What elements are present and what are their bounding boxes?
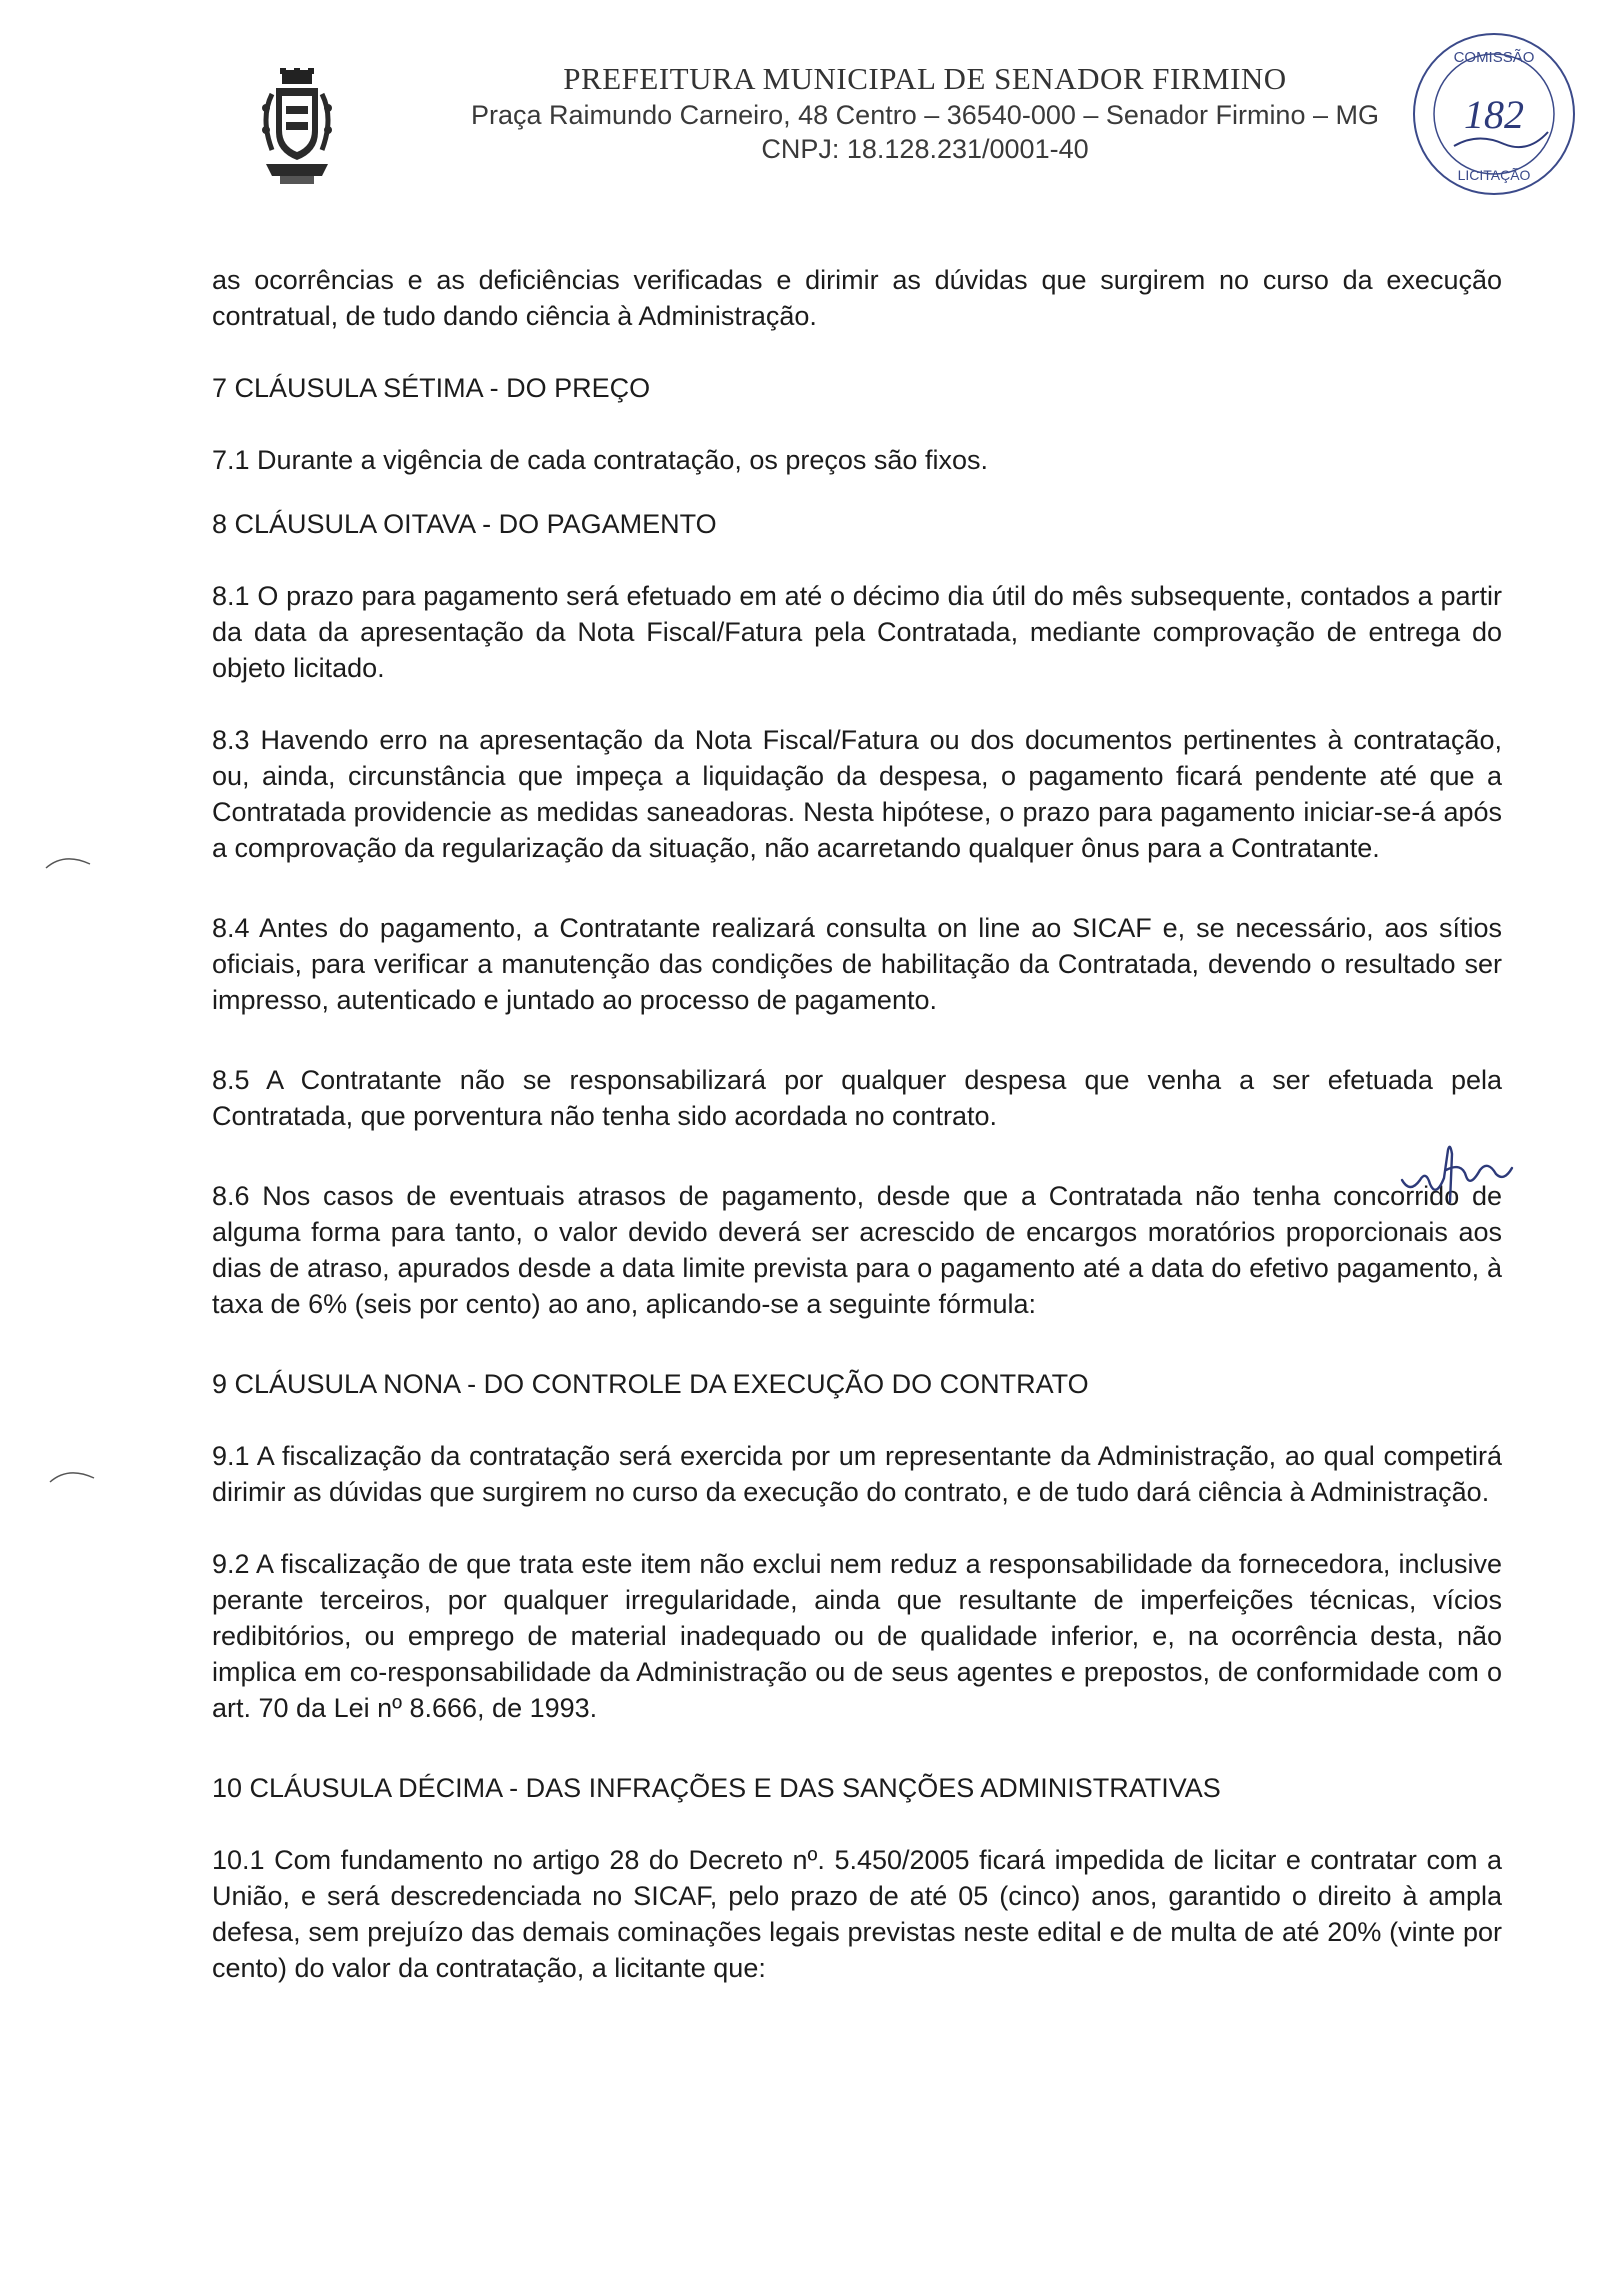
margin-mark-icon (44, 852, 94, 872)
organization-name: PREFEITURA MUNICIPAL DE SENADOR FIRMINO (563, 61, 1287, 96)
paragraph-7-1: 7.1 Durante a vigência de cada contratação, os preços são fixos. (212, 445, 988, 475)
clause-7-heading: 7 CLÁUSULA SÉTIMA - DO PREÇO (212, 373, 651, 403)
handwritten-initials (1396, 1140, 1516, 1210)
document-body (212, 262, 1502, 1986)
paragraph-8-1: 8.1 O prazo para pagamento será efetuado em até o décimo dia útil do mês subsequente, contados a partir da data da apresentação da Nota Fiscal/Fatura pela Contratada, mediante comprovação de entrega do objeto licitado. (212, 581, 1502, 683)
paragraph-9-1: 9.1 A fiscalização da contratação será exercida por um representante da Administração, ao qual competirá dirimir as dúvidas que surgirem no curso da execução do contrato, e de tudo dará ciência à Administração. (212, 1441, 1502, 1507)
paragraph-intro: as ocorrências e as deficiências verificadas e dirimir as dúvidas que surgirem no curso da execução contratual, de tudo dando ciência à Administração. (212, 265, 1502, 331)
stamp-top-text: COMISSÃO (1453, 49, 1535, 66)
paragraph-8-3: 8.3 Havendo erro na apresentação da Nota Fiscal/Fatura ou dos documentos pertinentes à contratação, ou, ainda, circunstância que impeça a liquidação da despesa, o pagamento ficará pendente até que a Contratada providencie as medidas saneadoras. Nesta hipótese, o prazo para pagamento iniciar-se-á após a comprovação da regularização da situação, não acarretando qualquer ônus para a Contratante. (212, 725, 1502, 863)
organization-address: Praça Raimundo Carneiro, 48 Centro – 36540-000 – Senador Firmino – MG (471, 100, 1379, 130)
municipal-crest-icon (258, 68, 336, 186)
organization-cnpj: CNPJ: 18.128.231/0001-40 (761, 134, 1089, 164)
paragraph-8-6: 8.6 Nos casos de eventuais atrasos de pagamento, desde que a Contratada não tenha concorrido de alguma forma para tanto, o valor devido deverá ser acrescido de encargos moratórios proporcionais aos dias de atraso, apurados desde a data limite prevista para o pagamento até a data do efetivo pagamento, à taxa de 6% (seis por cento) ao ano, aplicando-se a seguinte fórmula: (212, 1181, 1502, 1319)
paragraph-8-5: 8.5 A Contratante não se responsabilizará por qualquer despesa que venha a ser efetuada pela Contratada, que porventura não tenha sido acordada no contrato. (212, 1065, 1502, 1131)
letterhead (420, 60, 1430, 166)
paragraph-10-1: 10.1 Com fundamento no artigo 28 do Decreto nº. 5.450/2005 ficará impedida de licitar e contratar com a União, e será descredenciada no SICAF, pelo prazo de até 05 (cinco) anos, garantido o direito à ampla defesa, sem prejuízo das demais cominações legais previstas neste edital e de multa de até 20% (vinte por cento) do valor da contratação, a licitante que: (212, 1845, 1502, 1983)
clause-10-heading: 10 CLÁUSULA DÉCIMA - DAS INFRAÇÕES E DAS SANÇÕES ADMINISTRATIVAS (212, 1773, 1221, 1803)
paragraph-8-4: 8.4 Antes do pagamento, a Contratante realizará consulta on line ao SICAF e, se necessário, aos sítios oficiais, para verificar a manutenção das condições de habilitação da Contratada, devendo o resultado ser impresso, autenticado e juntado ao processo de pagamento. (212, 913, 1502, 1015)
stamp-number: 182 (1464, 92, 1524, 137)
clause-8-heading: 8 CLÁUSULA OITAVA - DO PAGAMENTO (212, 509, 717, 539)
margin-mark-icon (48, 1466, 98, 1486)
clause-9-heading: 9 CLÁUSULA NONA - DO CONTROLE DA EXECUÇÃO DO CONTRATO (212, 1369, 1089, 1399)
paragraph-9-2: 9.2 A fiscalização de que trata este item não exclui nem reduz a responsabilidade da fornecedora, inclusive perante terceiros, por qualquer irregularidade, ainda que resultante de imperfeições técnicas, vícios redibitórios, ou emprego de material inadequado ou de qualidade inferior, e, na ocorrência desta, não implica em co-responsabilidade da Administração ou de seus agentes e prepostos, de conformidade com o art. 70 da Lei nº 8.666, de 1993. (212, 1549, 1502, 1723)
stamp-bottom-text: LICITAÇÃO (1457, 167, 1531, 183)
commission-stamp (1408, 28, 1580, 200)
